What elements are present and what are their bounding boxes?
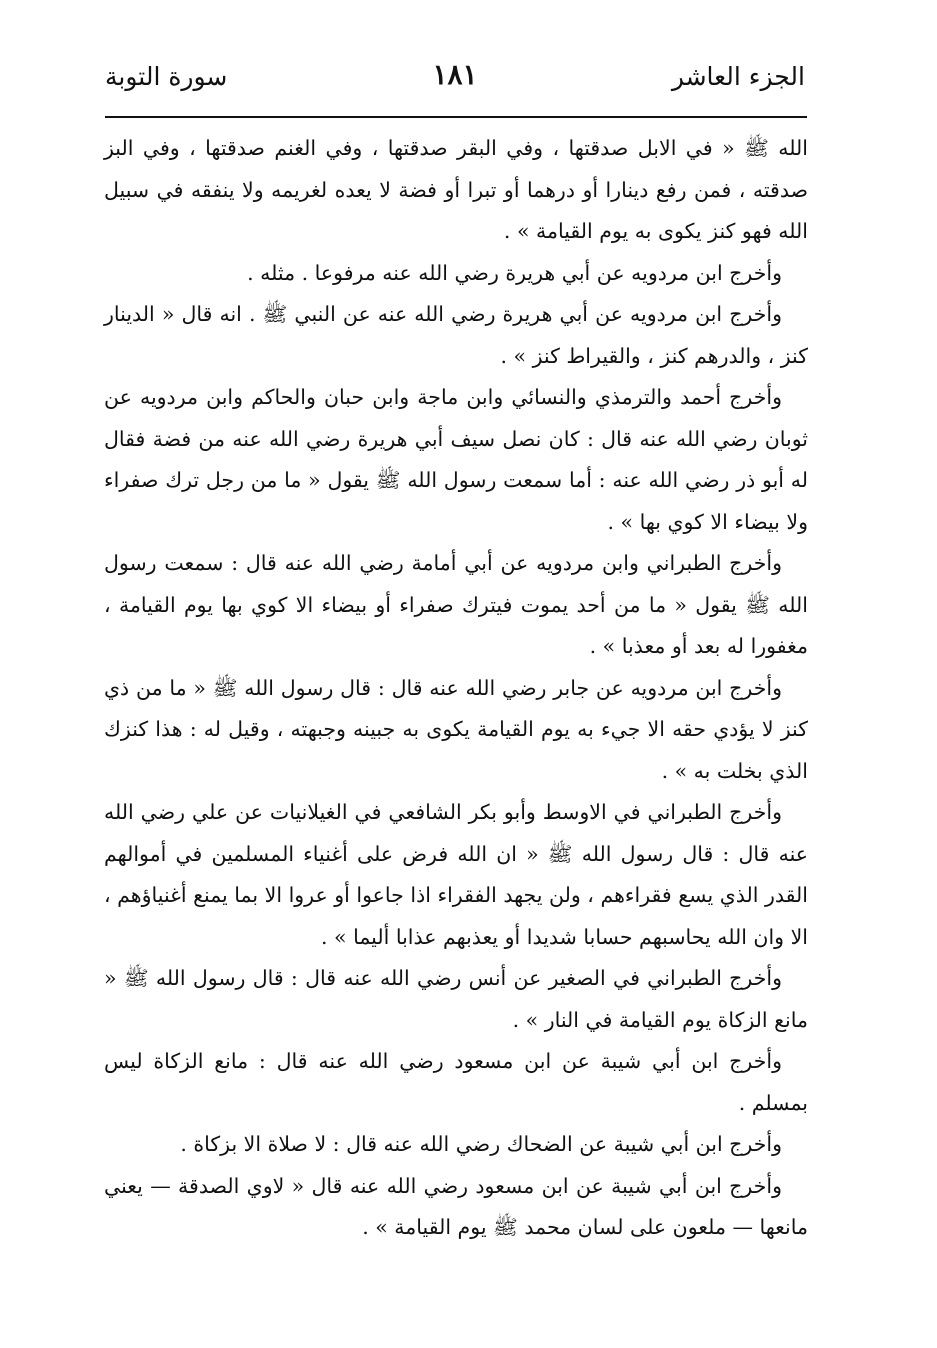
paragraph: وأخرج الطبراني في الاوسط وأبو بكر الشافعي في الغيلانيات عن علي رضي الله عنه قال : قال رسول الله ﷺ « ان الله فرض على أغنياء المسلمين في أموالهم القدر الذي يسع فقراءهم ، ولن يجهد الفقراء اذا جاعوا أو عروا الا بما يمنع أغنياؤهم ، الا وان الله يحاسبهم حسابا شديدا أو يعذبهم عذابا أليما » . xyxy=(104,800,808,949)
paragraph: وأخرج أحمد والترمذي والنسائي وابن ماجة وابن حبان والحاكم وابن مردويه عن ثوبان رضي الله عنه قال : كان نصل سيف أبي هريرة رضي الله عنه من فضة فقال له أبو ذر رضي الله عنه : أما سمعت رسول الله ﷺ يقول « ما من رجل ترك صفراء ولا بيضاء الا كوي بها » . xyxy=(104,385,808,534)
body-text xyxy=(104,128,808,1249)
paragraph: وأخرج الطبراني وابن مردويه عن أبي أمامة رضي الله عنه قال : سمعت رسول الله ﷺ يقول « ما من أحد يموت فيترك صفراء أو بيضاء الا كوي بها يوم القيامة ، مغفورا له بعد أو معذبا » . xyxy=(104,551,808,658)
page-number: ١٨١ xyxy=(432,58,478,91)
paragraph-continuation: الله ﷺ « في الابل صدقتها ، وفي البقر صدقتها ، وفي الغنم صدقتها ، وفي البز صدقته ، فمن رفع دينارا أو درهما أو تبرا أو فضة لا يعده لغريمه ولا ينفقه في سبيل الله فهو كنز يكوى به يوم القيامة » . xyxy=(104,136,808,243)
page-header xyxy=(105,58,805,106)
paragraph: وأخرج ابن أبي شيبة عن ابن مسعود رضي الله عنه قال : مانع الزكاة ليس بمسلم . xyxy=(104,1049,808,1115)
paragraph: وأخرج ابن مردويه عن أبي هريرة رضي الله عنه مرفوعا . مثله . xyxy=(247,260,782,285)
part-title: الجزء العاشر xyxy=(671,62,805,91)
paragraph: وأخرج ابن مردويه عن جابر رضي الله عنه قال : قال رسول الله ﷺ « ما من ذي كنز لا يؤدي حقه الا جيء به يوم القيامة يكوى به جبينه وجبهته ، وقيل له : هذا كنزك الذي بخلت به » . xyxy=(104,675,808,783)
paragraph: وأخرج ابن مردويه عن أبي هريرة رضي الله عنه عن النبي ﷺ . انه قال « الدينار كنز ، والدرهم كنز ، والقيراط كنز » . xyxy=(104,302,808,368)
paragraph: وأخرج ابن أبي شيبة عن ابن مسعود رضي الله عنه قال « لاوي الصدقة — يعني مانعها — ملعون على لسان محمد ﷺ يوم القيامة » . xyxy=(104,1173,808,1239)
paragraph: وأخرج ابن أبي شيبة عن الضحاك رضي الله عنه قال : لا صلاة الا بزكاة . xyxy=(180,1132,782,1156)
paragraph: وأخرج الطبراني في الصغير عن أنس رضي الله عنه قال : قال رسول الله ﷺ « مانع الزكاة يوم القيامة في النار » . xyxy=(104,966,808,1032)
surah-title: سورة التوبة xyxy=(105,62,228,91)
header-divider xyxy=(105,116,807,118)
